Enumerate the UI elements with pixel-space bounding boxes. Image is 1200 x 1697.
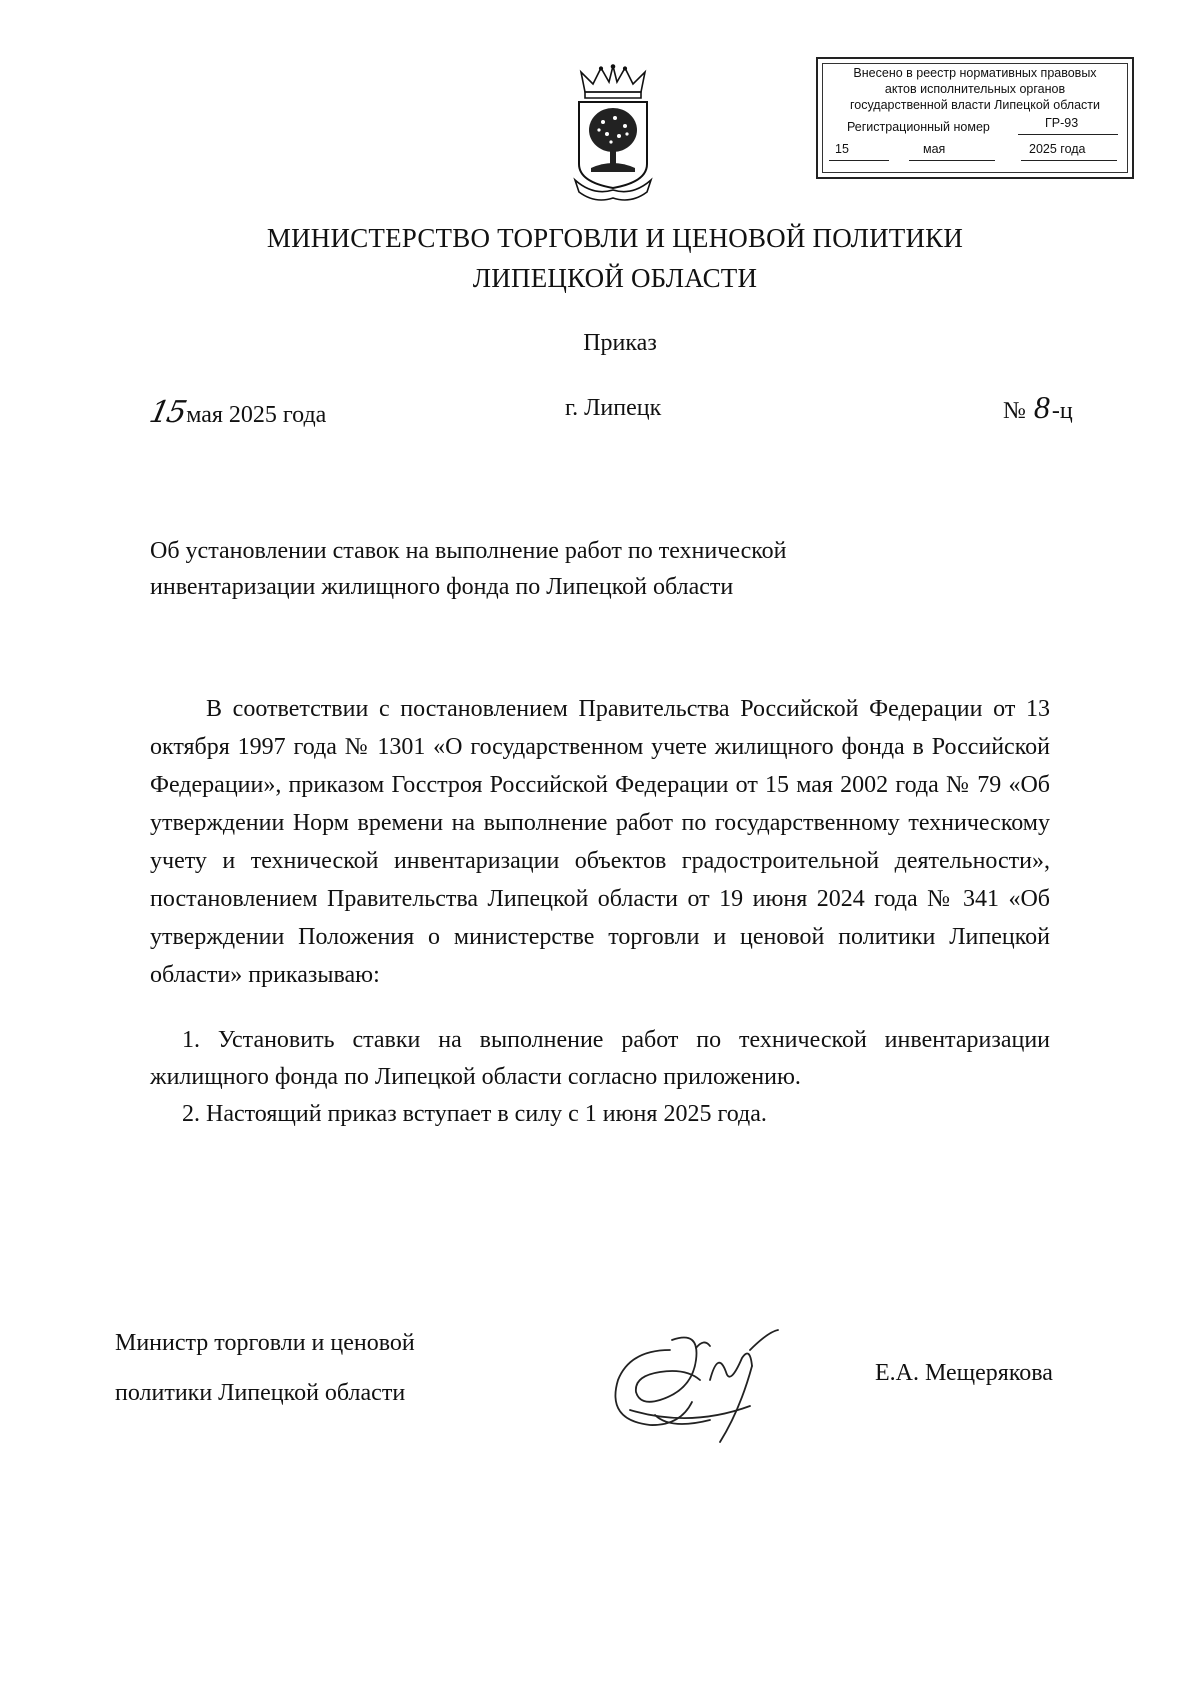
subject-line-2: инвентаризации жилищного фонда по Липецкой области [150, 574, 734, 600]
order-item-2: 2. Настоящий приказ вступает в силу с 1 июня 2025 года. [182, 1101, 767, 1127]
order-items-list [150, 1022, 1050, 1133]
signer-position-line-2: политики Липецкой области [115, 1380, 406, 1406]
coat-of-arms-emblem [573, 64, 653, 204]
stamp-reg-underline [1018, 134, 1118, 135]
signer-name: Е.А. Мещерякова [875, 1360, 1053, 1386]
registration-stamp [816, 57, 1134, 179]
handwritten-number: 8 [1033, 389, 1050, 425]
order-item-1: 1. Установить ставки на выполнение работ по технической инвентаризации жилищного фонда по Липецкой области согласно приложению. [150, 1027, 1050, 1090]
order-date [146, 395, 327, 430]
stamp-inner-border [822, 63, 1128, 173]
signer-position [115, 1318, 415, 1418]
order-city: г. Липецк [565, 395, 662, 421]
order-preamble: В соответствии с постановлением Правительства Российской Федерации от 13 октября 1997 года № 1301 «О государственном учете жилищного фонда в Российской Федерации», приказом Госстроя Российской Федерации от 15 мая 2002 года № 79 «Об утверждении Норм времени на выполнение работ по государственному техническому учету и технической инвентаризации объектов градостроительной деятельности», постановлением Правительства Липецкой области от 19 июня 2024 года № 341 «Об утверждении Положения о министерстве торговли и ценовой политики Липецкой области» приказываю: [150, 696, 1050, 988]
ministry-header [200, 218, 1030, 298]
handwritten-signature [600, 1310, 830, 1455]
stamp-day: 15 [835, 142, 849, 156]
ministry-name-line-2: ЛИПЕЦКОЙ ОБЛАСТИ [472, 263, 758, 293]
stamp-line-2: актов исполнительных органов [884, 82, 1066, 96]
number-suffix: -ц [1051, 398, 1073, 424]
subject-line-1: Об установлении ставок на выполнение работ по технической [150, 538, 787, 564]
document-type-title: Приказ [583, 330, 657, 356]
stamp-year-underline [1021, 160, 1117, 161]
stamp-month-underline [909, 160, 995, 161]
stamp-line-3: государственной власти Липецкой области [849, 98, 1101, 112]
signer-position-line-1: Министр торговли и ценовой [115, 1330, 415, 1356]
date-month-year: мая 2025 года [186, 402, 327, 428]
handwritten-day: 15 [146, 395, 188, 430]
stamp-year: 2025 года [1029, 142, 1086, 156]
stamp-reg-label: Регистрационный номер [847, 120, 990, 134]
number-sign: № [1003, 398, 1026, 424]
order-number [1003, 389, 1073, 426]
stamp-day-underline [829, 160, 889, 161]
stamp-reg-number: ГР-93 [1045, 116, 1079, 130]
stamp-line-1: Внесено в реестр нормативных правовых [853, 66, 1097, 80]
ministry-name-line-1: МИНИСТЕРСТВО ТОРГОВЛИ И ЦЕНОВОЙ ПОЛИТИКИ [266, 223, 964, 253]
stamp-month: мая [923, 142, 946, 156]
order-subject [150, 533, 970, 605]
